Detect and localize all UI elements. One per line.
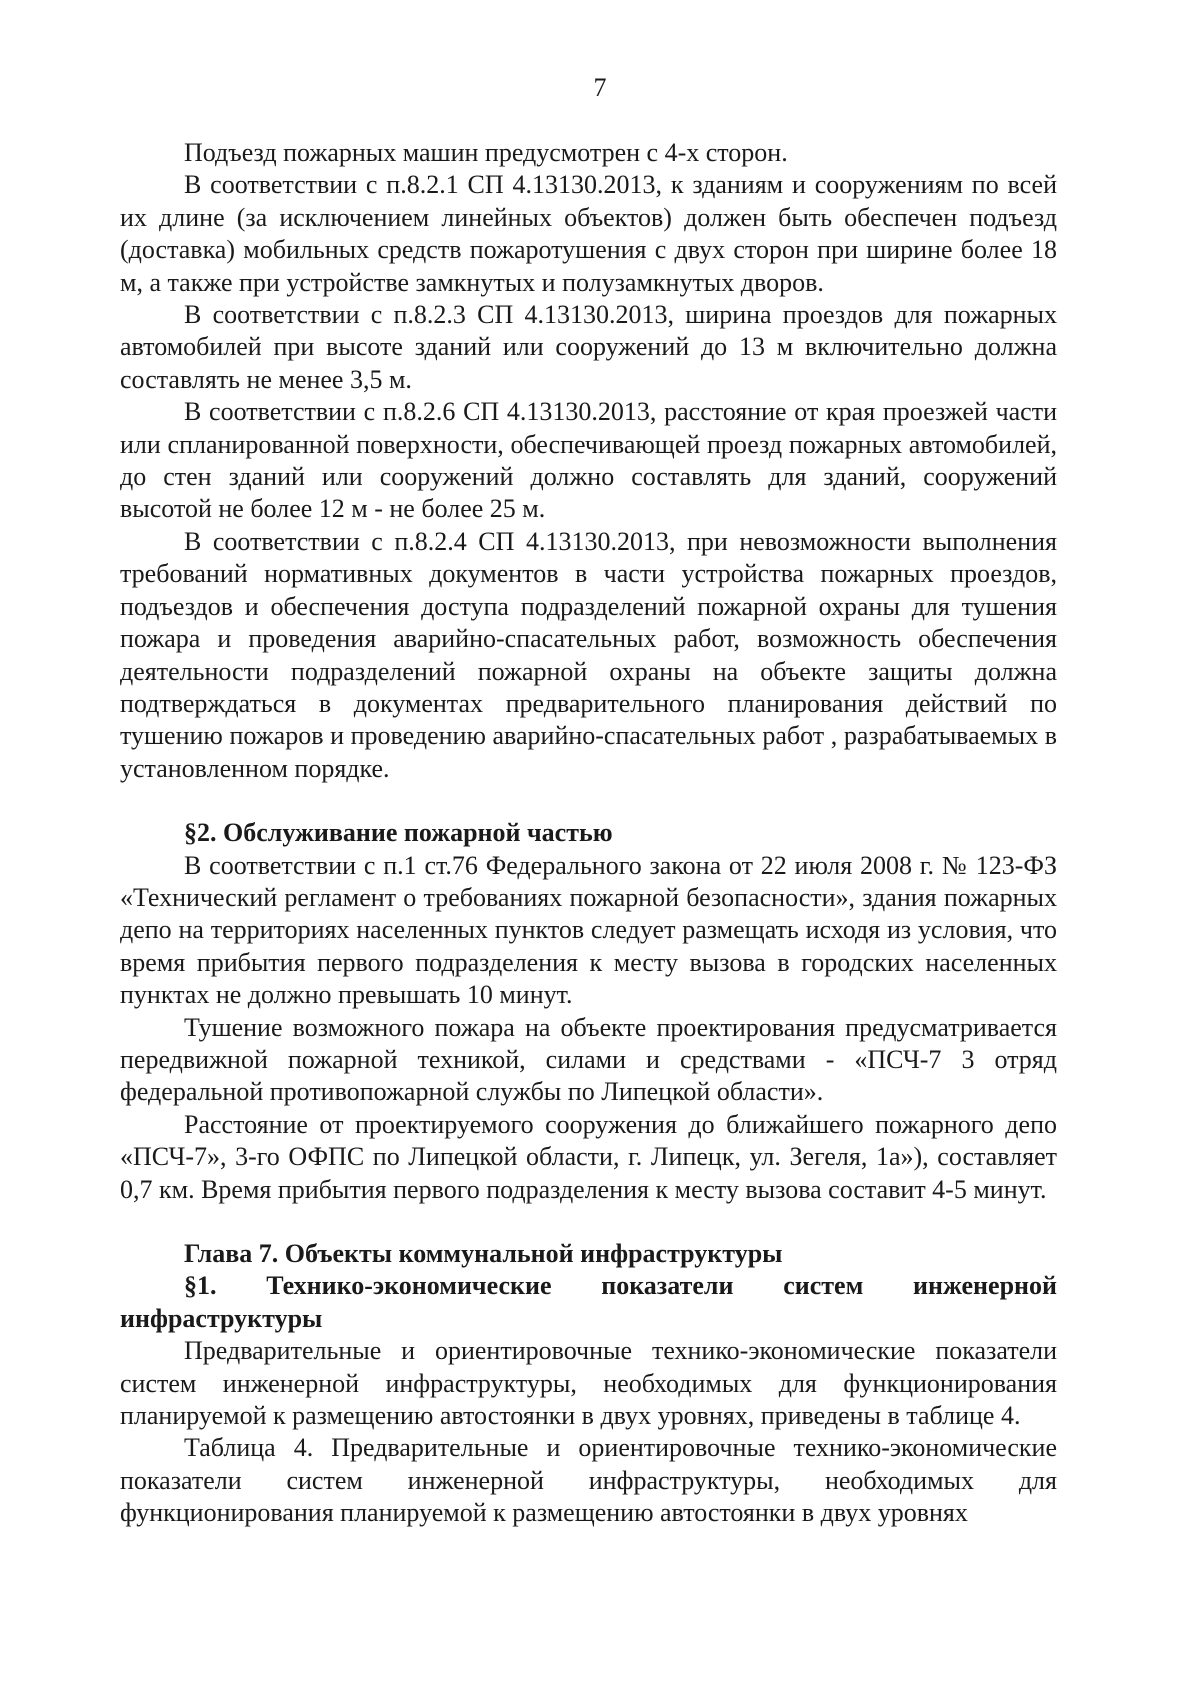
paragraph-access-8-2-1: В соответствии с п.8.2.1 СП 4.13130.2013, к зданиям и сооружениям по всей их длине (за исключением линейных объектов) должен быть обеспечен подъезд (доставка) мобильных средств пожаротушения с двух сторон при ширине более 18 м, а также при устройстве замкнутых и полузамкнутых дворов.	[120, 170, 1057, 297]
table-caption: Таблица 4. Предварительные и ориентировочные технико-экономические показатели систем инженерной инфраструктуры, необходимых для функционирования планируемой к размещению автостоянки в двух уровнях	[120, 1433, 1057, 1528]
paragraph-infrastructure: Предварительные и ориентировочные технико-экономические показатели систем инженерной инфраструктуры, необходимых для функционирования планируемой к размещению автостоянки в двух уровнях, приведены в таблице 4.	[120, 1336, 1057, 1431]
chapter-subheading: §1. Технико-экономические показатели систем инженерной инфраструктуры	[120, 1271, 1057, 1333]
chapter-heading: Глава 7. Объекты коммунальной инфраструктуры	[184, 1239, 783, 1268]
paragraph-fire-distance: Расстояние от проектируемого сооружения до ближайшего пожарного депо «ПСЧ-7», 3-го ОФПС по Липецкой области, г. Липецк, ул. Зегеля, 1а»), составляет 0,7 км. Время прибытия первого подразделения к месту вызова составит 4-5 минут.	[120, 1109, 1057, 1204]
chapter-spacer	[120, 1206, 1057, 1238]
paragraph-access-8-2-6: В соответствии с п.8.2.6 СП 4.13130.2013, расстояние от края проезжей части или спланированной поверхности, обеспечивающей проезд пожарных автомобилей, до стен зданий или сооружений должно составлять для зданий, сооружений высотой не более 12 м - не более 25 м.	[120, 397, 1057, 524]
paragraph-access-intro: Подъезд пожарных машин предусмотрен с 4-х сторон.	[184, 138, 788, 167]
page-number: 7	[593, 73, 607, 102]
document-body	[120, 137, 1057, 1530]
section-spacer	[120, 785, 1057, 817]
paragraph-access-8-2-3: В соответствии с п.8.2.3 СП 4.13130.2013, ширина проездов для пожарных автомобилей при высоте зданий или сооружений до 13 м включительно должна составлять не менее 3,5 м.	[120, 300, 1057, 394]
paragraph-fire-law: В соответствии с п.1 ст.76 Федерального закона от 22 июля 2008 г. № 123-ФЗ «Технический регламент о требованиях пожарной безопасности», здания пожарных депо на территориях населенных пунктов следует размещать исходя из условия, что время прибытия первого подразделения к месту вызова в городских населенных пунктах не должно превышать 10 минут.	[120, 850, 1057, 1010]
paragraph-access-8-2-4: В соответствии с п.8.2.4 СП 4.13130.2013, при невозможности выполнения требований нормативных документов в части устройства пожарных проездов, подъездов и обеспечения доступа подразделений пожарной охраны для тушения пожара и проведения аварийно-спасательных работ, возможность обеспечения деятельности подразделений пожарной охраны на объекте защиты должна подтверждаться в документах предварительного планирования действий по тушению пожаров и проведению аварийно-спасательных работ , разрабатываемых в установленном порядке.	[120, 526, 1057, 783]
paragraph-fire-extinguishing: Тушение возможного пожара на объекте проектирования предусматривается передвижной пожарной техникой, силами и средствами - «ПСЧ-7 3 отряд федеральной противопожарной службы по Липецкой области».	[120, 1012, 1057, 1107]
section-heading-fire-station: §2. Обслуживание пожарной частью	[184, 818, 613, 848]
